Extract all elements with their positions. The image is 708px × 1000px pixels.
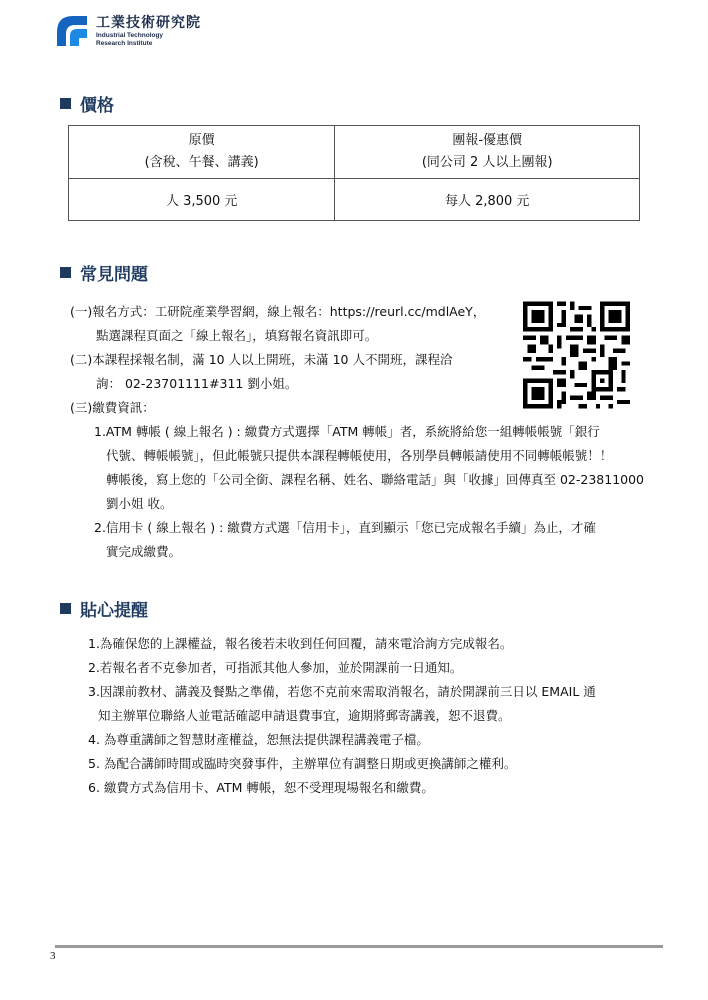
payment-atm-line3: 轉帳後，寫上您的「公司全銜、課程名稱、姓名、聯絡電話」與「收據」回傳真至 02-23811000 [106, 472, 645, 487]
faq-item-payment-title: (三)繳費資訊： [70, 400, 155, 415]
price-table [68, 125, 640, 221]
original-price-header [69, 126, 335, 179]
payment-credit-line1: 2.信用卡 ( 線上報名 ) : 繳費方式選「信用卡」，直到顯示「您已完成報名手續」為止，才確 [94, 520, 597, 535]
logo-english-line1: Industrial Technology [96, 32, 164, 39]
faq-item-registration-cont: 點選課程頁面之「線上報名」，填寫報名資訊即可。 [96, 328, 378, 343]
tips-heading [60, 596, 148, 621]
square-bullet-icon [60, 267, 71, 278]
group-price-header [335, 126, 640, 179]
price-table-header-row [69, 126, 640, 179]
itri-logo [55, 14, 201, 48]
page-number: 3 [50, 950, 56, 962]
logo-english-line2: Research Institute [96, 40, 153, 47]
tip-item: 5. 為配合講師時間或臨時突發事件，主辦單位有調整日期或更換講師之權利。 [88, 756, 517, 771]
tips-list [88, 632, 648, 800]
price-heading [60, 91, 114, 116]
faq-heading [60, 260, 148, 285]
tip-item-cont: 知主辦單位聯絡人並電話確認申請退費事宜，逾期將郵寄講義，恕不退費。 [98, 708, 511, 723]
tip-item: 2.若報名者不克參加者，可指派其他人參加，並於開課前一日通知。 [88, 660, 463, 675]
tips-heading-text: 貼心提醒 [80, 601, 148, 621]
tip-item: 1.為確保您的上課權益，報名後若未收到任何回覆，請來電洽詢方完成報名。 [88, 636, 513, 651]
original-price-note: (含稅、午餐、講義) [144, 155, 259, 170]
faq-item-enrollment-cont: 詢： 02-23701111#311 劉小姐。 [96, 376, 298, 391]
payment-atm-line1: 1.ATM 轉帳 ( 線上報名 ) : 繳費方式選擇「ATM 轉帳」者，系統將給您一組轉帳帳號「銀行 [94, 424, 600, 439]
logo-chinese-name: 工業技術研究院 [96, 15, 201, 31]
faq-item-enrollment: (二)本課程採報名制，滿 10 人以上開班，未滿 10 人不開班，課程洽 [70, 352, 453, 367]
tip-item: 4. 為尊重講師之智慧財產權益，恕無法提供課程講義電子檔。 [88, 732, 429, 747]
price-heading-text: 價格 [80, 96, 114, 116]
payment-atm-line2: 代號、轉帳帳號」，但此帳號只提供本課程轉帳使用，各別學員轉帳請使用不同轉帳帳號！！ [106, 448, 613, 463]
price-table-value-row [69, 179, 640, 221]
footer-divider [55, 945, 663, 948]
faq-item-registration: (一)報名方式：工研院產業學習網，線上報名：https://reurl.cc/mdlAeY， [70, 304, 486, 319]
original-price-value: 人 3,500 元 [69, 179, 335, 221]
group-price-label: 團報-優惠價 [452, 133, 523, 148]
group-price-value: 每人 2,800 元 [335, 179, 640, 221]
payment-atm-line4: 劉小姐 收。 [106, 496, 173, 511]
group-price-note: (同公司 2 人以上團報) [421, 155, 553, 170]
square-bullet-icon [60, 98, 71, 109]
faq-heading-text: 常見問題 [80, 265, 148, 285]
square-bullet-icon [60, 603, 71, 614]
registration-qr-code-icon [523, 300, 630, 410]
original-price-label: 原價 [188, 133, 215, 148]
tip-item: 3.因課前教材、講義及餐點之準備，若您不克前來需取消報名，請於開課前三日以 EMAIL 通 [88, 684, 596, 699]
itri-logo-icon [55, 14, 89, 48]
tip-item: 6. 繳費方式為信用卡、ATM 轉帳，恕不受理現場報名和繳費。 [88, 780, 434, 795]
payment-credit-line2: 實完成繳費。 [106, 544, 182, 559]
